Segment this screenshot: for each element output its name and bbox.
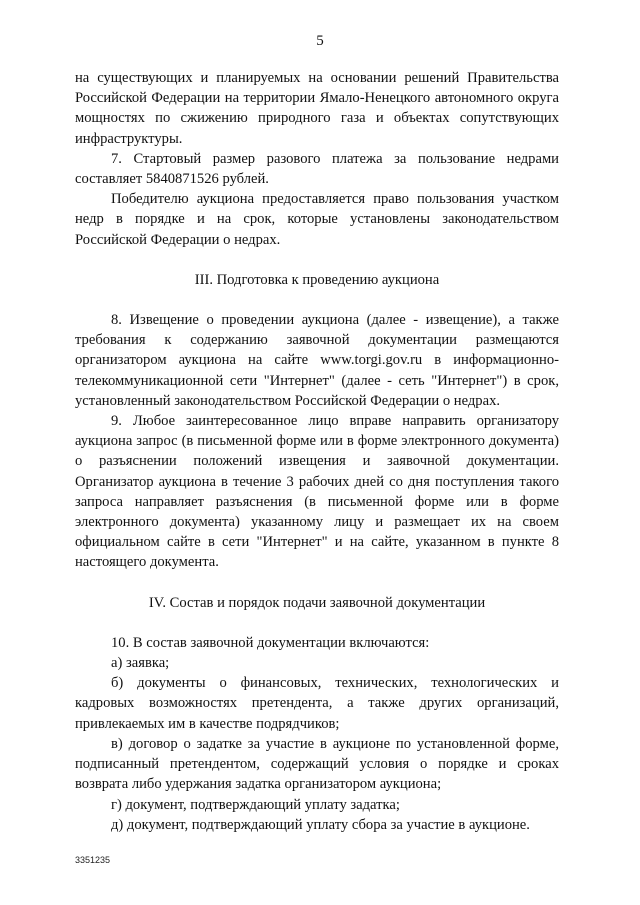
paragraph-9: 9. Любое заинтересованное лицо вправе направить организатору аукциона запрос (в письменной форме или в форме электронного документа) о разъяснении положений извещения и заявочной документации. Организатор аукциона в течение 3 рабочих дней со дня поступления такого запроса направляет разъяснения (в письменной форме или в форме электронного документа) указанному лицу и размещает их на своем официальном сайте в сети "Интернет" и на сайте, указанном в пункте 8 настоящего документа. — [75, 413, 559, 571]
paragraph-8: 8. Извещение о проведении аукциона (далее - извещение), а также требования к содержанию заявочной документации размещаются организатором аукциона на сайте www.torgi.gov.ru в информационно-телекоммуникационной сети "Интернет" (далее - сеть "Интернет") в срок, установленный законодательством Российской Федерации о недрах. — [75, 312, 559, 409]
paragraph-10-v: в) договор о задатке за участие в аукционе по установленной форме, подписанный претендентом, содержащий условия о порядке и сроках возврата либо удержания задатка организатором аукциона; — [75, 735, 559, 793]
paragraph-10-d: д) документ, подтверждающий уплату сбора за участие в аукционе. — [111, 816, 530, 833]
paragraph-10-g: г) документ, подтверждающий уплату задатка; — [111, 796, 400, 813]
document-body — [75, 68, 559, 835]
paragraph-10-a: а) заявка; — [111, 655, 170, 672]
section-heading-3: III. Подготовка к проведению аукциона — [194, 271, 440, 288]
paragraph-winner: Победителю аукциона предоставляется право пользования участком недр в порядке и на срок, которые установлены законодательством Российской Федерации о недрах. — [75, 191, 559, 248]
paragraph-continuation: на существующих и планируемых на основании решений Правительства Российской Федерации на территории Ямало-Ненецкого автономного округа мощностях по сжижению природного газа и объектах сопутствующих инфраструктуры. — [75, 70, 559, 147]
page-number: 5 — [316, 33, 324, 49]
section-heading-4: IV. Состав и порядок подачи заявочной документации — [148, 594, 486, 611]
paragraph-7: 7. Стартовый размер разового платежа за пользование недрами составляет 5840871526 рублей. — [75, 150, 559, 188]
document-code: 3351235 — [75, 855, 111, 865]
paragraph-10: 10. В состав заявочной документации включаются: — [111, 634, 430, 651]
paragraph-10-b: б) документы о финансовых, технических, технологических и кадровых возможностях претендента, а также других организаций, привлекаемых им в качестве подрядчиков; — [75, 675, 559, 732]
